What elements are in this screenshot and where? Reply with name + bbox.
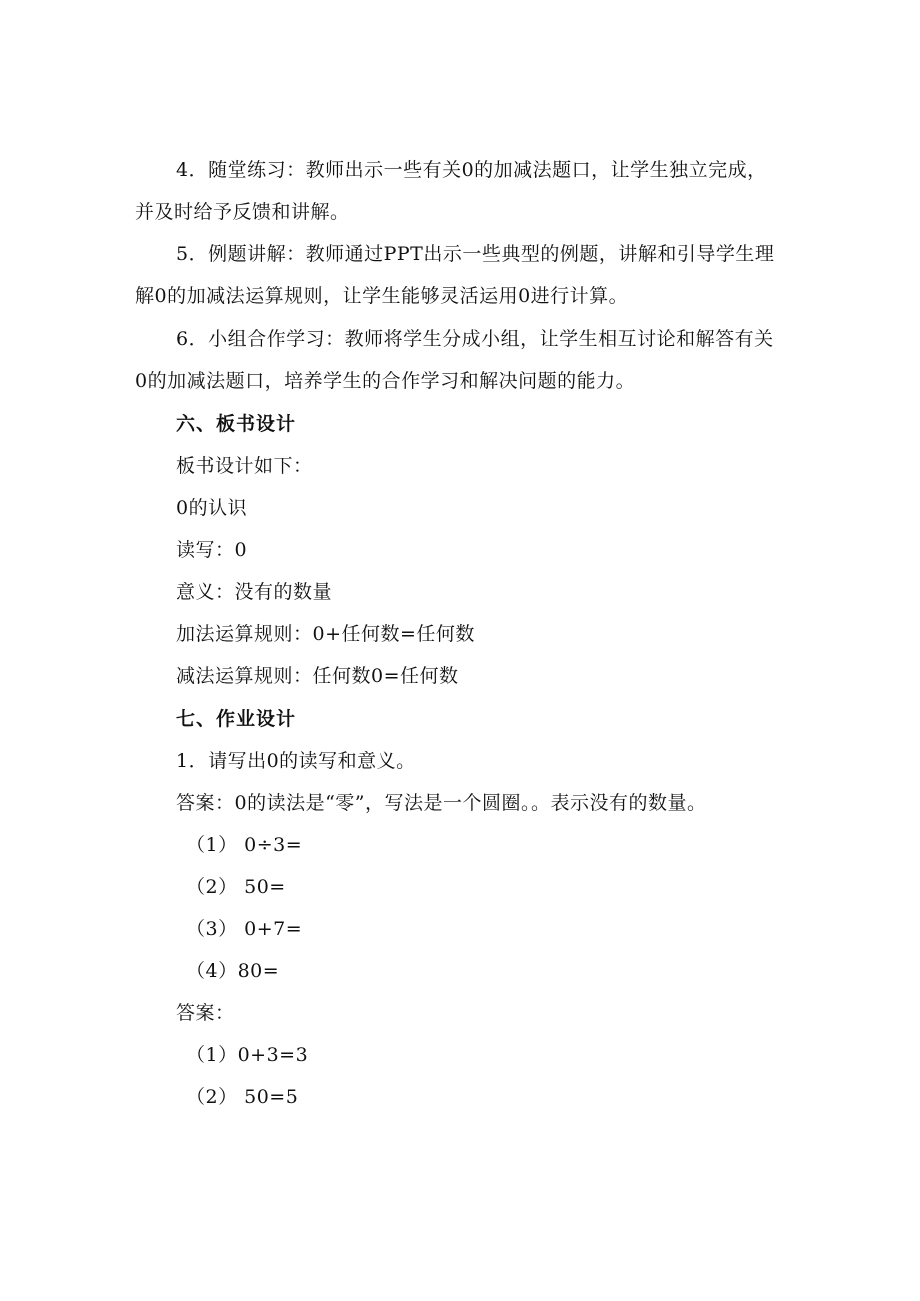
answers-label: 答案： [176,1002,235,1024]
exercise-item-1: （1） 0÷3= [186,834,303,856]
paragraph-5-line-1: 5．例题讲解：教师通过PPT出示一些典型的例题，讲解和引导学生理 [176,243,775,265]
exercise-item-4: （4）80= [186,960,280,982]
board-line-addition-rule: 加法运算规则：0+任何数=任何数 [176,623,475,645]
paragraph-5-line-2: 解0的加减法运算规则，让学生能够灵活运用0进行计算。 [135,285,629,307]
board-line-title: 0的认识 [176,497,248,519]
paragraph-6-line-1: 6．小组合作学习：教师将学生分成小组，让学生相互讨论和解答有关 [176,328,774,350]
paragraph-4-line-2: 并及时给予反馈和讲解。 [135,201,350,223]
homework-question-1: 1．请写出0的读写和意义。 [176,750,416,772]
homework-answer-1: 答案：0的读法是“零”，写法是一个圆圈。。表示没有的数量。 [176,792,707,814]
board-line-subtraction-rule: 减法运算规则：任何数0=任何数 [176,665,459,687]
board-line-meaning: 意义：没有的数量 [176,581,333,603]
paragraph-6-line-2: 0的加减法题口，培养学生的合作学习和解决问题的能力。 [135,370,636,392]
exercise-item-2: （2） 50= [186,876,286,898]
board-design-intro: 板书设计如下： [176,455,313,477]
section-6-heading: 六、板书设计 [176,413,297,435]
answer-item-2: （2） 50=5 [186,1086,299,1108]
section-7-heading: 七、作业设计 [176,708,297,730]
board-line-read-write: 读写：0 [176,539,248,561]
answer-item-1: （1）0+3=3 [186,1044,309,1066]
paragraph-4-line-1: 4．随堂练习：教师出示一些有关0的加减法题口，让学生独立完成， [176,159,767,181]
exercise-item-3: （3） 0+7= [186,918,303,940]
